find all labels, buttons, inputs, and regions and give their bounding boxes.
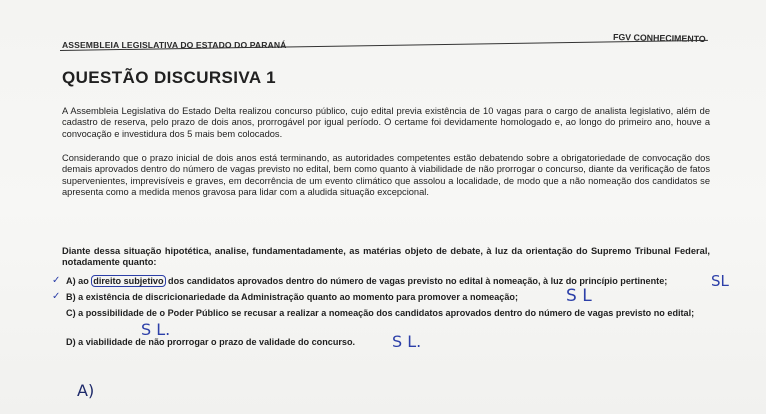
option-a-letter: A): [66, 276, 76, 286]
option-a-circled-term: direito subjetivo: [93, 276, 164, 286]
option-b-text: a existência de discricionariedade da Administração quanto ao momento para promover a nomeação;: [78, 292, 518, 302]
question-title: QUESTÃO DISCURSIVA 1: [62, 68, 276, 87]
annotation-b: S L: [566, 286, 592, 306]
header-institution: ASSEMBLEIA LEGISLATIVA DO ESTADO DO PARANÁ: [62, 40, 287, 50]
option-b: [66, 292, 706, 303]
option-b-letter: B): [66, 292, 76, 302]
check-mark-b: ✓: [52, 291, 61, 302]
option-c-letter: C): [66, 308, 76, 318]
option-a-prefix: ao: [78, 276, 92, 286]
header-exam-board: FGV CONHECIMENTO: [612, 32, 706, 44]
option-d-letter: D): [66, 337, 76, 347]
annotation-d: S L.: [392, 332, 422, 351]
option-d: [66, 337, 706, 348]
check-mark-a: ✓: [52, 275, 61, 286]
statement-paragraph-1: A Assembleia Legislativa do Estado Delta realizou concurso público, cujo edital previa existência de 10 vagas para o cargo de analista legislativo, além de cadastro de reserva, pelo prazo de dois anos, prorrogável por igual período. O certame foi devidamente homologado e, ao longo do primeiro ano, houve a convocação e investidura dos 5 mais bem colocados.: [62, 106, 710, 139]
annotation-a: SL: [711, 272, 729, 290]
statement-paragraph-2: Considerando que o prazo inicial de dois anos está terminando, as autoridades competentes estão debatendo sobre a obrigatoriedade de convocação dos demais aprovados dentro do número de vagas previsto no edital, bem como quanto à viabilidade de não prorrogar o concurso, diante da verificação de fatos supervenientes, imprevisíveis e graves, em decorrência de um evento climático que assolou a localidade, de modo que a não nomeação dos candidatos se apresenta como a medida menos gravosa para lidar com a aludida situação excepcional.: [62, 153, 710, 198]
option-c: [66, 308, 706, 319]
option-a: [66, 276, 706, 287]
annotation-c: S L.: [141, 320, 171, 339]
option-c-text: a possibilidade de o Poder Público se recusar a realizar a nomeação dos candidatos aprovados dentro do número de vagas previsto no edital;: [78, 308, 695, 318]
option-a-text: dos candidatos aprovados dentro do número de vagas previsto no edital à nomeação, à luz do princípio pertinente;: [165, 276, 668, 286]
option-d-text: a viabilidade de não prorrogar o prazo de validade do concurso.: [78, 337, 356, 347]
handwritten-answer-label: A): [77, 381, 95, 400]
question-prompt: Diante dessa situação hipotética, analise, fundamentadamente, as matérias objeto de debate, à luz da orientação do Supremo Tribunal Federal, notadamente quanto:: [62, 246, 710, 268]
